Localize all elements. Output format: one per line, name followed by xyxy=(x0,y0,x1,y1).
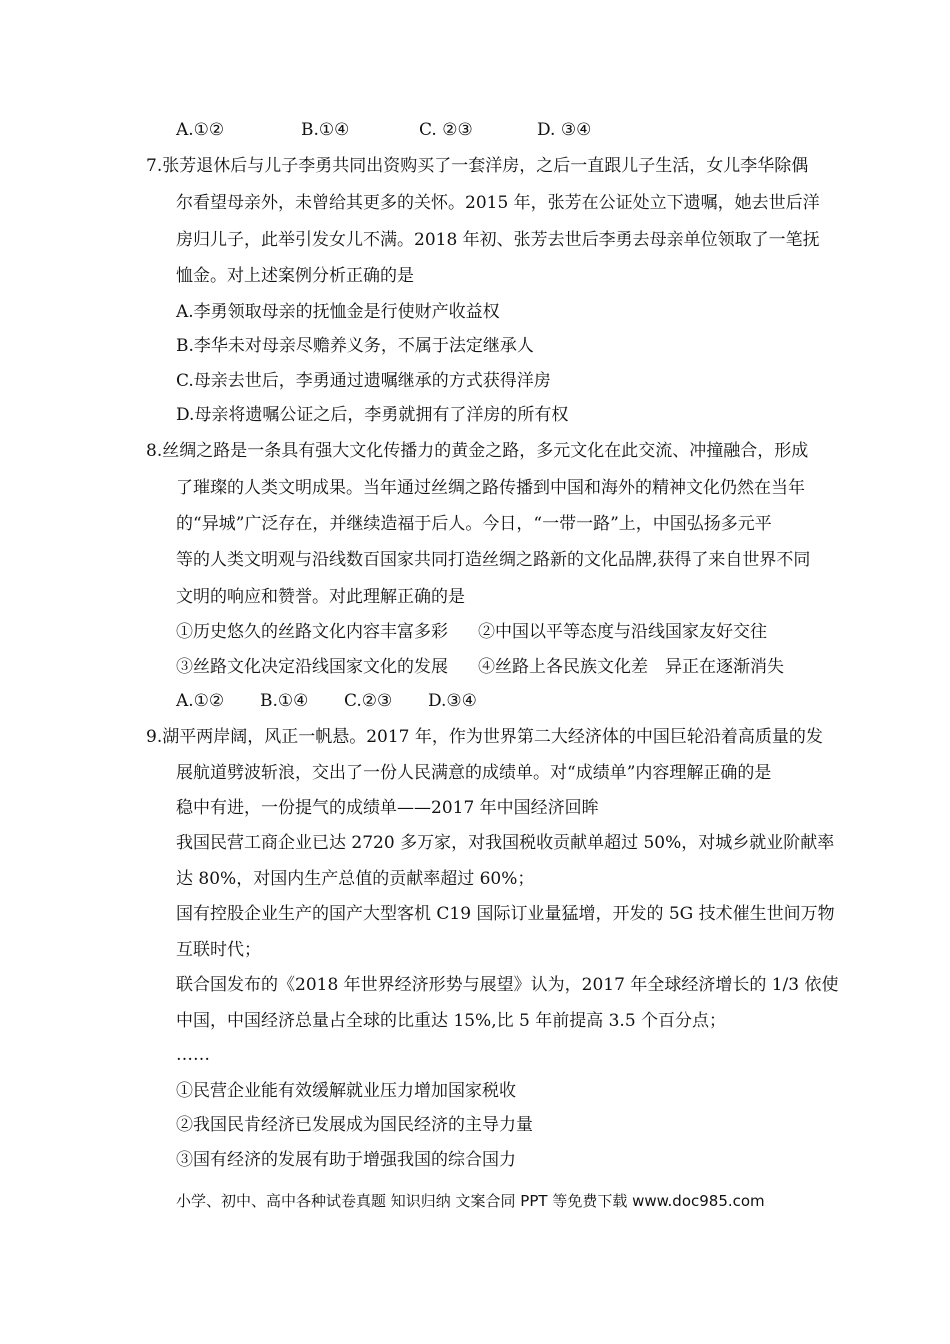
q9-material-line-7: 中国，中国经济总量占全球的比重达 15%,比 5 年前提高 3.5 个百分点； xyxy=(176,1011,727,1031)
page-footer: 小学、初中、高中各种试卷真题 知识归纳 文案合同 PPT 等免费下载 www.doc985.com xyxy=(176,1192,765,1210)
q9-stem-line-2: 展航道劈波斩浪，交出了一份人民满意的成绩单。对“成绩单”内容理解正确的是 xyxy=(176,763,772,783)
q6-option-d: D. ③④ xyxy=(537,120,592,140)
q9-material-ellipsis: …… xyxy=(176,1045,210,1065)
q9-stem-line-1: 9.湖平两岸阔，风正一帆悬。2017 年，作为世界第二大经济体的中国巨轮沿着高质量的发 xyxy=(146,727,823,747)
q7-stem-line-2: 尔看望母亲外，未曾给其更多的关怀。2015 年，张芳在公证处立下遗嘱，她去世后洋 xyxy=(176,193,820,213)
q7-stem-line-4: 恤金。对上述案例分析正确的是 xyxy=(176,266,414,286)
q9-statement-3: ③国有经济的发展有助于增强我国的综合国力 xyxy=(176,1150,516,1170)
q7-option-d: D.母亲将遗嘱公证之后，李勇就拥有了洋房的所有权 xyxy=(176,405,569,425)
q8-stem-line-1: 8.丝绸之路是一条具有强大文化传播力的黄金之路，多元文化在此交流、冲撞融合，形成 xyxy=(146,441,809,461)
q8-statement-2: ②中国以平等态度与沿线国家友好交往 xyxy=(478,622,767,642)
q7-option-a: A.李勇领取母亲的抚恤金是行使财产收益权 xyxy=(176,302,500,322)
q8-statement-3: ③丝路文化决定沿线国家文化的发展 xyxy=(176,657,448,677)
q8-stem-line-5: 文明的响应和赞誉。对此理解正确的是 xyxy=(176,587,465,607)
q8-statement-4: ④丝路上各民族文化差 异正在逐渐消失 xyxy=(478,657,784,677)
q7-option-c: C.母亲去世后，李勇通过遗嘱继承的方式获得洋房 xyxy=(176,371,551,391)
q6-option-c: C. ②③ xyxy=(419,120,473,140)
q9-statement-1: ①民营企业能有效缓解就业压力增加国家税收 xyxy=(176,1081,516,1101)
q6-option-a: A.①② xyxy=(176,120,225,140)
q7-option-b: B.李华未对母亲尽赡养义务，不属于法定继承人 xyxy=(176,336,534,356)
q9-material-line-2: 我国民营工商企业已达 2720 多万家，对我国税收贡献单超过 50%，对城乡就业阶献率 xyxy=(176,833,835,853)
q7-stem-line-1: 7.张芳退休后与儿子李勇共同出资购买了一套洋房，之后一直跟儿子生活，女儿李华除偶 xyxy=(146,156,809,176)
q8-stem-line-4: 等的人类文明观与沿线数百国家共同打造丝绸之路新的文化品牌,获得了来自世界不同 xyxy=(176,550,811,570)
q8-statement-1: ①历史悠久的丝路文化内容丰富多彩 xyxy=(176,622,448,642)
q8-option-c: C.②③ xyxy=(344,691,393,711)
q8-stem-line-3: 的“异城”广泛存在，并继续造福于后人。今日，“一带一路”上，中国弘扬多元平 xyxy=(176,514,772,534)
q9-material-line-4: 国有控股企业生产的国产大型客机 C19 国际订业量猛增，开发的 5G 技术催生世间万物 xyxy=(176,904,835,924)
q7-stem-line-3: 房归儿子，此举引发女儿不满。2018 年初、张芳去世后李勇去母亲单位领取了一笔抚 xyxy=(176,230,820,250)
q9-material-heading: 稳中有进，一份提气的成绩单——2017 年中国经济回眸 xyxy=(176,798,599,818)
q8-option-a: A.①② xyxy=(176,691,225,711)
q8-stem-line-2: 了璀璨的人类文明成果。当年通过丝绸之路传播到中国和海外的精神文化仍然在当年 xyxy=(176,478,805,498)
q9-material-line-6: 联合国发布的《2018 年世界经济形势与展望》认为，2017 年全球经济增长的 1/3 依使 xyxy=(176,975,839,995)
q6-option-b: B.①④ xyxy=(301,120,350,140)
q9-statement-2: ②我国民肯经济已发展成为国民经济的主导力量 xyxy=(176,1115,533,1135)
q8-option-b: B.①④ xyxy=(260,691,309,711)
q9-material-line-5: 互联时代； xyxy=(176,940,261,960)
q9-material-line-3: 达 80%，对国内生产总值的贡献率超过 60%； xyxy=(176,869,535,889)
q8-option-d: D.③④ xyxy=(428,691,477,711)
